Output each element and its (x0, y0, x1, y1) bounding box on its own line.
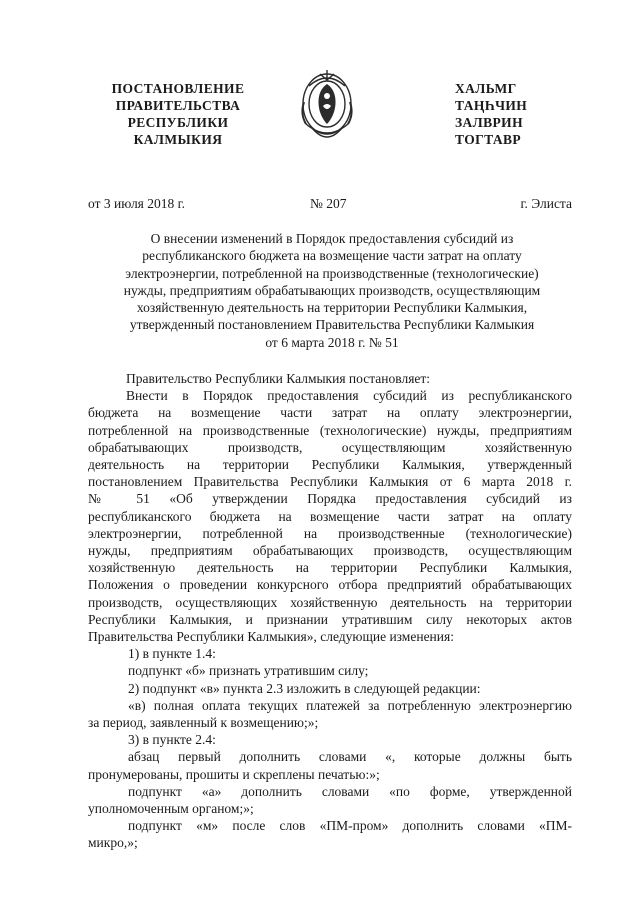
body-line: Правительства Республики Калмыкия», следующие изменения: (88, 629, 454, 645)
body-line: «в) полная оплата текущих платежей за потребленную электроэнергию (128, 697, 572, 713)
header-line: ТАҢҺЧИН (455, 98, 528, 113)
body-line: 1) в пункте 1.4: (128, 646, 216, 662)
body-line: бюджета на возмещение части затрат на оплату электроэнергии, (88, 405, 572, 421)
body-line: постановлением Правительства Республики Калмыкия от 6 марта 2018 г. (88, 474, 572, 490)
title-line: хозяйственную деятельность на территории Республики Калмыкия, (136, 300, 528, 316)
body-line: микро,»; (88, 835, 138, 851)
header-kalmyk (455, 80, 555, 148)
coat-of-arms-emblem-icon (296, 66, 358, 148)
body-line: подпункт «м» после слов «ПМ-пром» дополнить словами «ПМ- (128, 818, 572, 834)
body-line: электроэнергии, потребленной на производственные (технологические) (88, 525, 572, 541)
title-line: О внесении изменений в Порядок предоставления субсидий из (150, 231, 514, 246)
header-line: ПРАВИТЕЛЬСТВА (115, 98, 241, 113)
document-date: от 3 июля 2018 г. (88, 196, 186, 211)
body-line: 2) подпункт «в» пункта 2.3 изложить в следующей редакции: (128, 680, 481, 696)
body-line: производств, осуществляющих хозяйственную деятельность на территории (88, 594, 572, 610)
body-line: подпункт «а» дополнить словами «по форме, утвержденной (128, 783, 572, 799)
body-line: нужды, предприятиям обрабатывающих производств, осуществляющим (88, 543, 572, 559)
document-title (96, 230, 568, 351)
body-line: пронумерованы, прошиты и скреплены печатью:»; (88, 766, 380, 782)
header-russian (88, 80, 268, 148)
header-line: ТОГТАВР (455, 132, 522, 147)
body-line: потребленной на производственные (технологические) нужды, предприятиям (88, 422, 572, 438)
header-line: РЕСПУБЛИКИ (127, 115, 229, 130)
body-line: за период, заявленный к возмещению;»; (88, 715, 319, 731)
body-line: уполномоченным органом;»; (88, 801, 254, 817)
body-line: обрабатывающих производств, осуществляющим хозяйственную (88, 439, 572, 455)
title-line: республиканского бюджета на возмещение части затрат на оплату (142, 248, 522, 264)
document-city: г. Элиста (520, 196, 572, 211)
body-line: 3) в пункте 2.4: (128, 732, 216, 748)
header-line: ХАЛЬМГ (455, 81, 517, 96)
body-line: Республики Калмыкия, и признании утратившим силу некоторых актов (88, 611, 572, 627)
document-number: № 207 (310, 196, 347, 211)
title-line: нужды, предприятиям обрабатывающих производств, осуществляющим (123, 282, 541, 298)
document-meta (88, 196, 572, 212)
document-body (88, 370, 572, 852)
header-line: ПОСТАНОВЛЕНИЕ (111, 81, 245, 96)
body-line: республиканского бюджета на возмещение части затрат на оплату (88, 508, 572, 524)
header-line: ЗАЛВРИН (455, 115, 523, 130)
title-line: электроэнергии, потребленной на производственные (технологические) (125, 265, 539, 281)
header-line: КАЛМЫКИЯ (133, 132, 223, 147)
title-line: от 6 марта 2018 г. № 51 (265, 334, 399, 350)
body-line: деятельность на территории Республики Калмыкия, утвержденный (88, 457, 572, 473)
body-line: хозяйственную деятельность на территории Республики Калмыкия, (88, 560, 572, 576)
body-line: № 51 «Об утверждении Порядка предоставления субсидий из (88, 491, 572, 507)
body-line: абзац первый дополнить словами «, которые должны быть (128, 749, 572, 765)
body-line: Внести в Порядок предоставления субсидий из республиканского (126, 388, 572, 404)
body-line: Правительство Республики Калмыкия постановляет: (126, 371, 431, 386)
title-line: утвержденный постановлением Правительства Республики Калмыкия (129, 317, 535, 333)
body-line: подпункт «б» признать утратившим силу; (128, 663, 369, 679)
body-line: Положения о проведении конкурсного отбора предприятий обрабатывающих (88, 577, 572, 593)
